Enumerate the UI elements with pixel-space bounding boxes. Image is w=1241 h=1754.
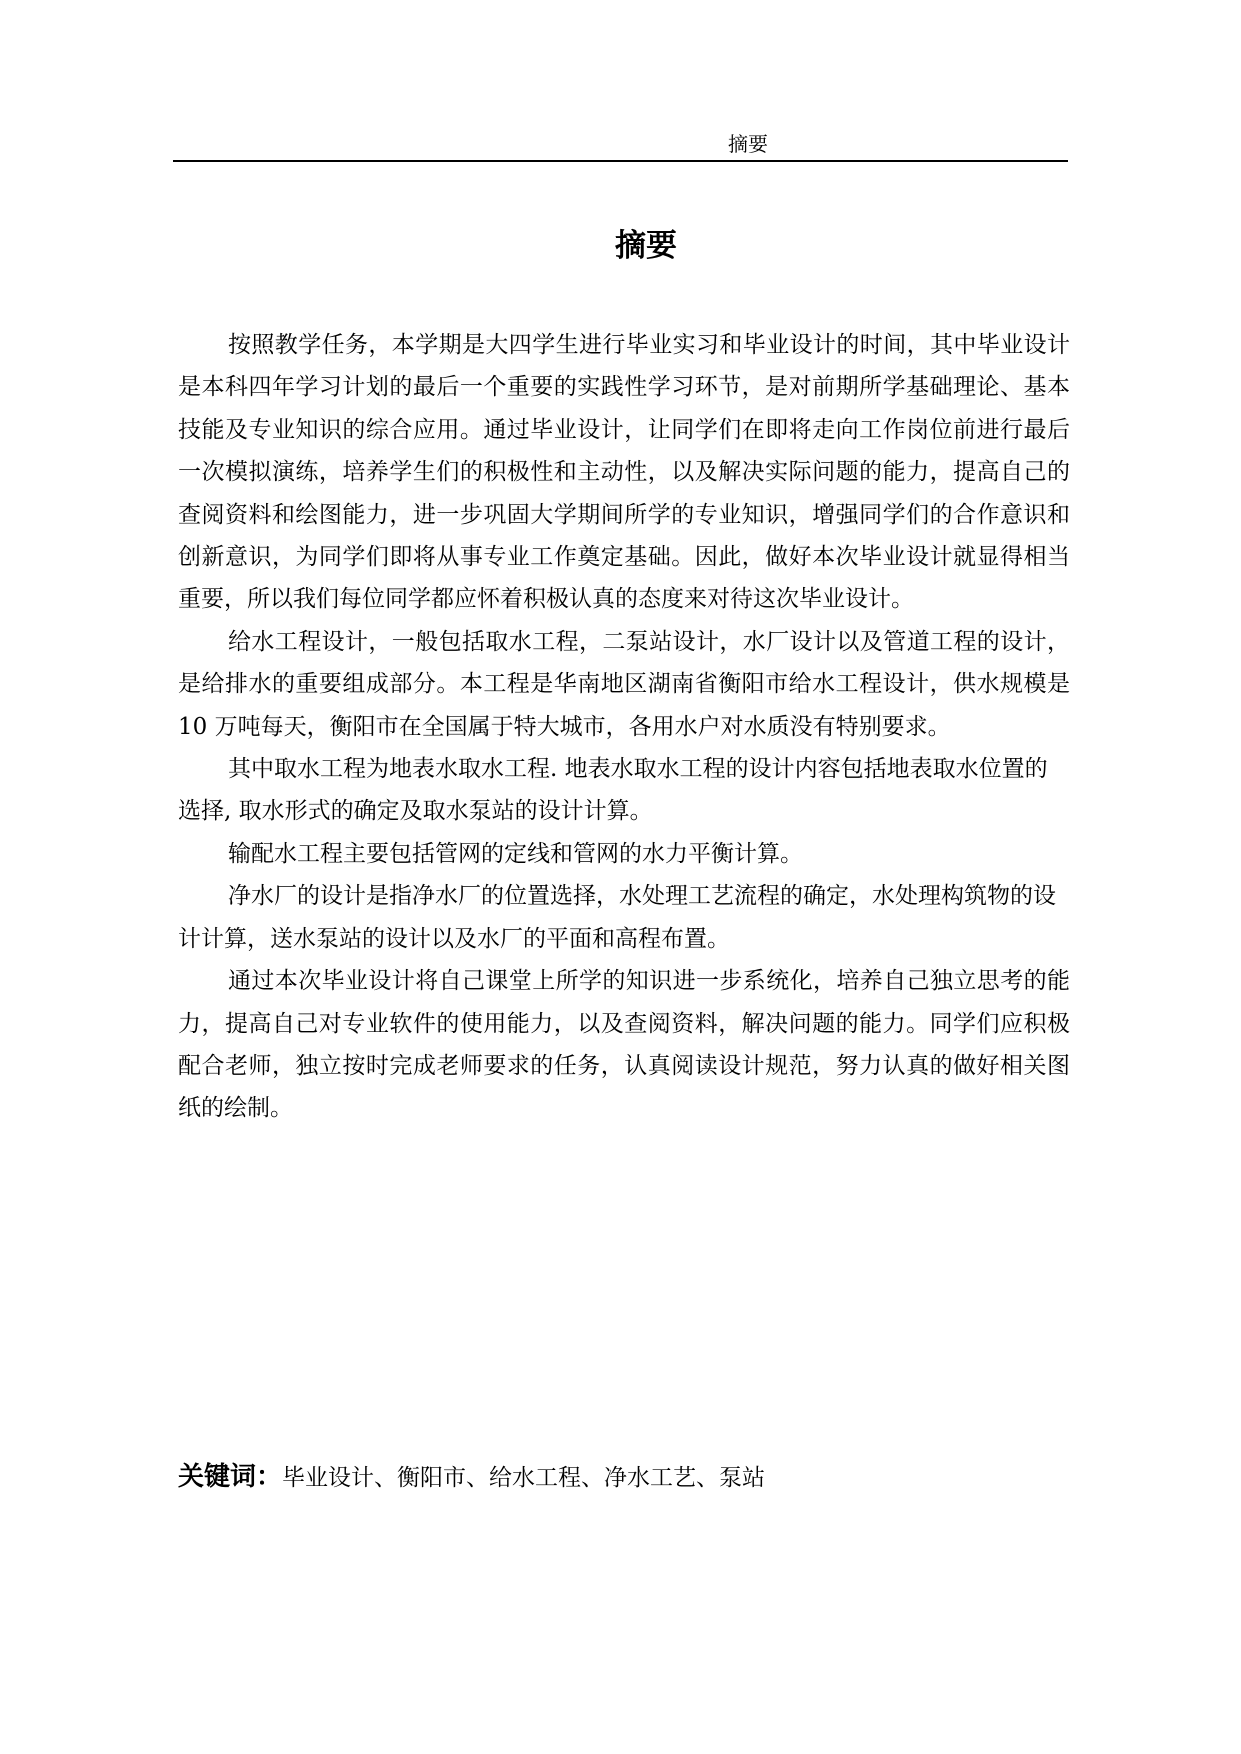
page-title: 摘要 <box>615 228 677 264</box>
paragraph-3: 其中取水工程为地表水取水工程. 地表水取水工程的设计内容包括地表取水位置的选择, 取水形式的确定及取水泵站的设计计算。 <box>178 756 1048 825</box>
header-rule <box>173 160 1068 162</box>
running-header: 摘要 <box>728 132 768 156</box>
keywords-line <box>178 1456 1070 1499</box>
paragraph-4: 输配水工程主要包括管网的定线和管网的水力平衡计算。 <box>228 840 803 867</box>
paragraph-6: 通过本次毕业设计将自己课堂上所学的知识进一步系统化，培养自己独立思考的能力，提高自己对专业软件的使用能力，以及查阅资料，解决问题的能力。同学们应积极配合老师，独立按时完成老师要求的任务，认真阅读设计规范，努力认真的做好相关图纸的绘制。 <box>178 968 1070 1122</box>
paragraph-1: 按照教学任务，本学期是大四学生进行毕业实习和毕业设计的时间，其中毕业设计是本科四年学习计划的最后一个重要的实践性学习环节，是对前期所学基础理论、基本技能及专业知识的综合应用。通过毕业设计，让同学们在即将走向工作岗位前进行最后一次模拟演练，培养学生们的积极性和主动性，以及解决实际问题的能力，提高自己的查阅资料和绘图能力，进一步巩固大学期间所学的专业知识，增强同学们的合作意识和创新意识，为同学们即将从事专业工作奠定基础。因此，做好本次毕业设计就显得相当重要，所以我们每位同学都应怀着积极认真的态度来对待这次毕业设计。 <box>178 332 1070 613</box>
paragraph-2: 给水工程设计，一般包括取水工程，二泵站设计，水厂设计以及管道工程的设计，是给排水的重要组成部分。本工程是华南地区湖南省衡阳市给水工程设计，供水规模是 10 万吨每天，衡阳市在全国属于特大城市，各用水户对水质没有特别要求。 <box>178 628 1070 740</box>
paragraph-5: 净水厂的设计是指净水厂的位置选择，水处理工艺流程的确定，水处理构筑物的设计计算，送水泵站的设计以及水厂的平面和高程布置。 <box>178 883 1056 952</box>
abstract-body <box>178 324 1070 1130</box>
keywords-label: 关键词： <box>178 1462 283 1492</box>
keywords-text: 毕业设计、衡阳市、给水工程、净水工艺、泵站 <box>282 1465 766 1491</box>
